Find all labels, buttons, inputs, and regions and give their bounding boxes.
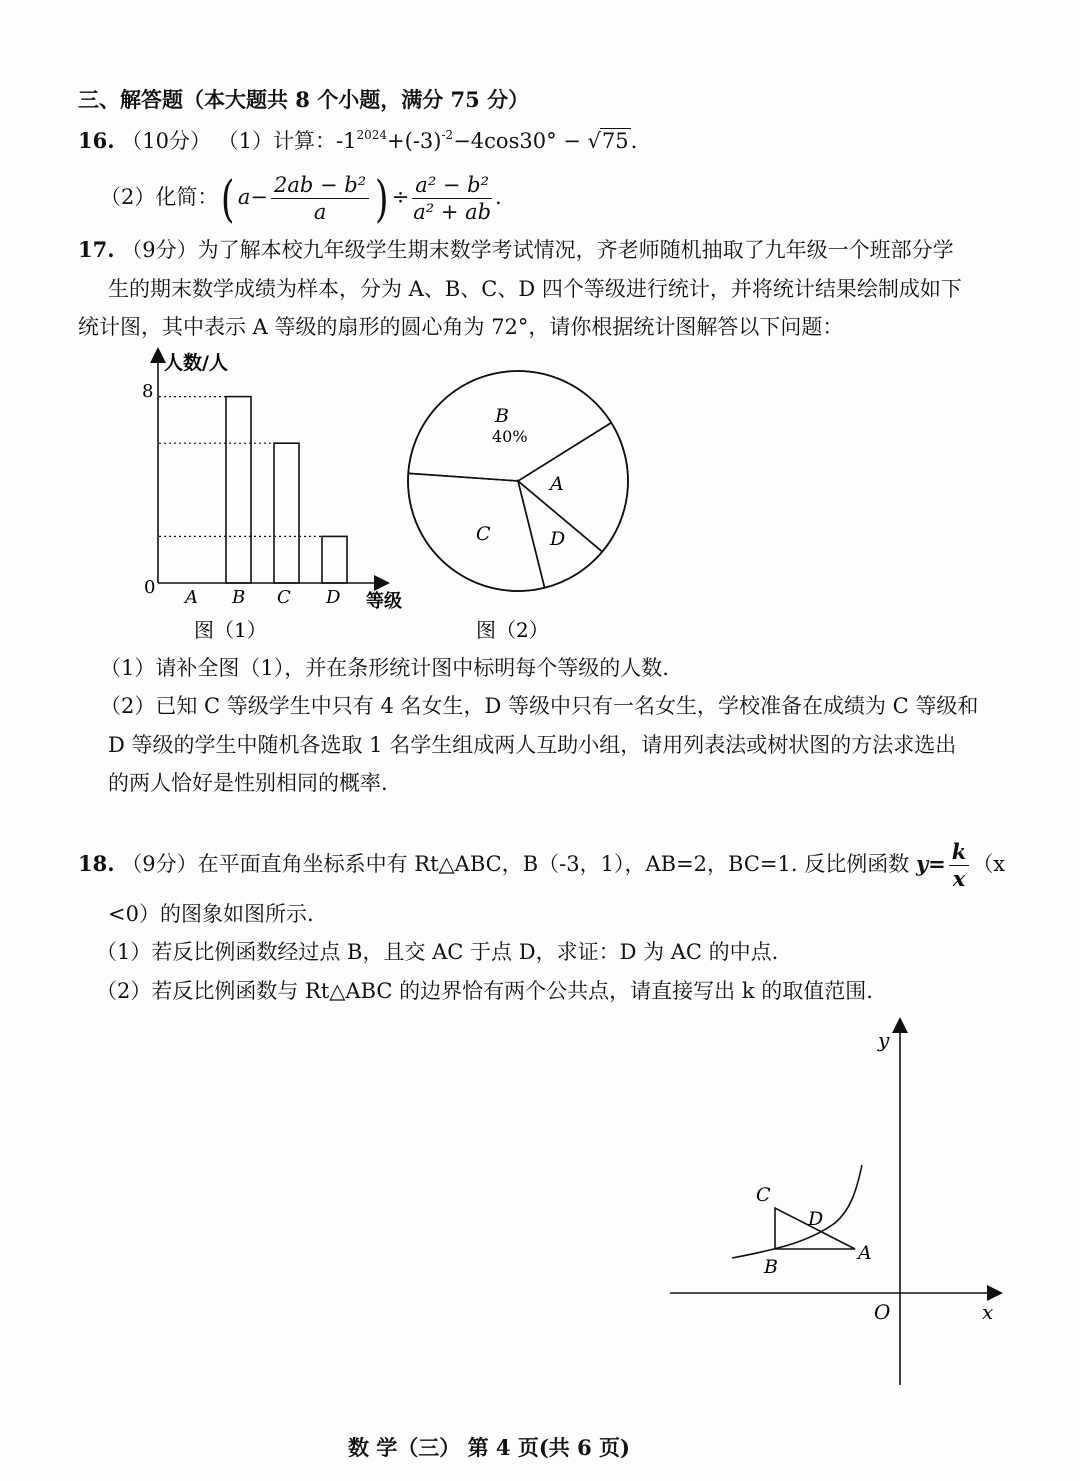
origin-label: O xyxy=(874,1300,891,1324)
bar-xtick-A: A xyxy=(185,587,198,608)
bar-chart-title: 图（1） xyxy=(194,618,267,642)
right-paren-icon: ) xyxy=(375,169,389,228)
pie-chart xyxy=(400,345,640,650)
bar-x-label: 等级 xyxy=(366,591,402,612)
y-axis-label: y xyxy=(878,1028,890,1052)
q16-f2-num: a² − b² xyxy=(412,172,492,199)
pie-pct-B: 40% xyxy=(492,427,528,446)
q16-fraction1 xyxy=(271,172,369,225)
q16-term1: -1 xyxy=(336,129,357,153)
q18-part2: （2）若反比例函数与 Rt△ABC 的边界恰有两个公共点，请直接写出 k 的取值范围. xyxy=(96,979,873,1003)
q18-number: 18. xyxy=(78,851,115,876)
q16-exp1: 2024 xyxy=(356,128,388,142)
q18-func-num: k xyxy=(949,839,970,866)
q16-part2-end: . xyxy=(495,185,502,209)
pie-label-C: C xyxy=(476,523,491,545)
q17-score: （9分） xyxy=(121,238,198,262)
q17-part2-l2: D 等级的学生中随机各选取 1 名学生组成两人互助小组，请用列表法或树状图的方法求选出 xyxy=(108,733,957,757)
pie-chart-title: 图（2） xyxy=(476,618,549,642)
q18-part1: （1）若反比例函数经过点 B，且交 AC 于点 D，求证：D 为 AC 的中点. xyxy=(96,940,779,964)
q16-term3: −4cos30° − xyxy=(453,129,581,153)
pie-label-A: A xyxy=(550,473,564,495)
pie-label-B: B xyxy=(495,405,509,427)
q16-f2-den: a² + ab xyxy=(413,200,492,224)
bar-chart xyxy=(120,345,420,650)
q17-text1: 为了解本校九年级学生期末数学考试情况，齐老师随机抽取了九年级一个班部分学 xyxy=(197,238,954,262)
q17-line1 xyxy=(78,236,954,264)
q18-func-frac xyxy=(949,839,970,892)
q17-number: 17. xyxy=(78,237,115,262)
q18-func-y: y= xyxy=(915,851,946,876)
q16-exp2: -2 xyxy=(441,128,454,142)
page-footer: 数 学（三） 第 4 页(共 6 页) xyxy=(348,1435,630,1460)
pie-slice-B xyxy=(408,371,611,481)
bar-origin-label: 0 xyxy=(144,577,156,598)
q17-line3: 统计图，其中表示 A 等级的扇形的圆心角为 72°，请你根据统计图解答以下问题： xyxy=(78,315,844,339)
q17-part2-l1: （2）已知 C 等级学生中只有 4 名女生，D 等级中只有一名女生，学校准备在成绩为 C 等级和 xyxy=(100,694,979,718)
q18-text1b: （x xyxy=(972,852,1006,876)
q16-part1-line xyxy=(78,127,637,155)
q18-line2: <0）的图象如图所示. xyxy=(108,902,314,926)
pie-label-D: D xyxy=(550,528,566,550)
bar-xtick-B: B xyxy=(232,587,246,608)
bar-xtick-C: C xyxy=(277,587,291,608)
q16-div: ÷ xyxy=(391,185,410,209)
q16-f1-den: a xyxy=(313,200,327,224)
q16-score: （10分） xyxy=(121,129,211,153)
bar-B xyxy=(226,397,251,583)
q16-part2-label: （2）化简： xyxy=(100,185,219,209)
pie-slice-A xyxy=(518,423,628,552)
q17-line2: 生的期末数学成绩为样本，分为 A、B、C、D 四个等级进行统计，并将统计结果绘制成如下 xyxy=(108,277,962,301)
coordinate-figure xyxy=(660,1015,1020,1395)
section-heading: 三、解答题（本大题共 8 个小题，满分 75 分） xyxy=(78,87,530,112)
point-label-A: A xyxy=(858,1242,872,1264)
bar-xtick-D: D xyxy=(326,587,341,608)
q16-fraction2 xyxy=(412,172,492,225)
q18-func-den: x xyxy=(952,866,966,891)
point-label-D: D xyxy=(808,1208,824,1230)
sqrt-sign-icon: √ xyxy=(587,129,601,153)
point-label-B: B xyxy=(764,1256,778,1278)
q18-text1: 在平面直角坐标系中有 Rt△ABC，B（-3，1），AB=2，BC=1. 反比例函数 xyxy=(197,852,910,876)
bar-y-label: 人数/人 xyxy=(164,352,228,374)
bar-ytick-8: 8 xyxy=(142,381,154,402)
q17-part2-l3: 的两人恰好是性别相同的概率. xyxy=(108,771,388,795)
q16-a: a xyxy=(237,185,251,209)
bar-C xyxy=(274,443,299,583)
q17-part1: （1）请补全图（1），并在条形统计图中标明每个等级的人数. xyxy=(100,656,669,680)
bar-D xyxy=(322,536,347,583)
hyperbola-curve xyxy=(732,1165,862,1258)
q16-f1-num: 2ab − b² xyxy=(271,172,369,199)
q16-term2: +(-3) xyxy=(387,129,442,153)
q16-minus: − xyxy=(250,185,269,209)
point-label-C: C xyxy=(756,1184,771,1206)
q16-part2-line xyxy=(100,162,502,232)
x-axis-label: x xyxy=(982,1300,994,1324)
q18-score: （9分） xyxy=(121,852,198,876)
q18-line1 xyxy=(78,832,1005,896)
left-paren-icon: ( xyxy=(221,169,235,228)
q16-part1-label: （1）计算： xyxy=(217,129,337,153)
q16-radicand: 75 xyxy=(601,129,629,153)
q16-number: 16. xyxy=(78,128,115,153)
q16-part1-end: . xyxy=(630,129,638,153)
